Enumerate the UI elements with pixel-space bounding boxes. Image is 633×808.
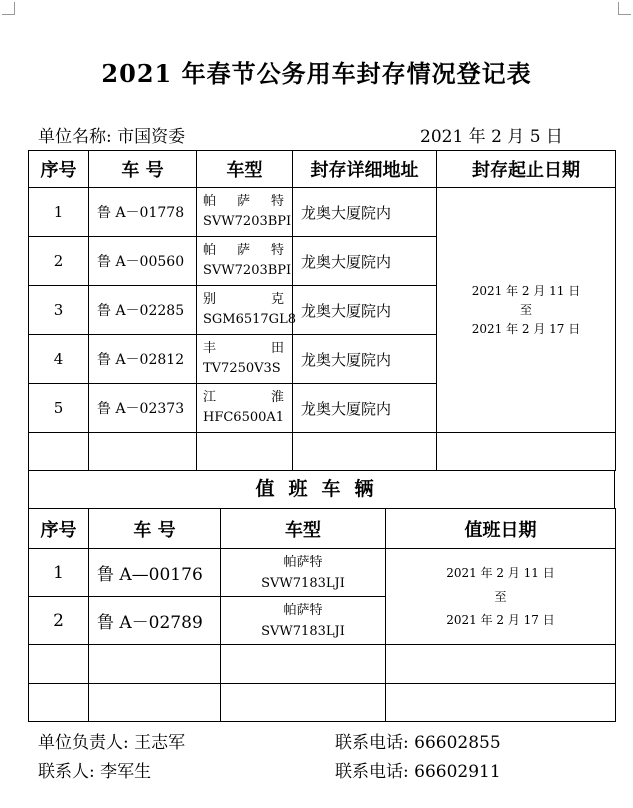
report-date: 2021 年 2 月 5 日	[420, 127, 563, 147]
empty-cell	[197, 433, 293, 471]
seal-address: 龙奥大厦院内	[293, 335, 437, 384]
vehicle-model: 帕 萨 特 SVW7203BPI	[197, 237, 293, 286]
plate-number: 鲁 A－02373	[89, 384, 197, 433]
header-cell: 封存起止日期	[437, 151, 616, 188]
empty-cell	[293, 433, 437, 471]
plate-number: 鲁 A－01778	[89, 188, 197, 237]
duty-date-range: 2021 年 2 月 11 日 至 2021 年 2 月 17 日	[386, 549, 616, 645]
row-number: 2	[29, 237, 89, 286]
empty-cell	[89, 684, 221, 722]
vehicle-model: 别 克 SGM6517GL8	[197, 286, 293, 335]
seal-date-range: 2021 年 2 月 11 日 至 2021 年 2 月 17 日	[437, 188, 616, 433]
page-corner-mark	[618, 2, 631, 15]
empty-cell	[29, 684, 89, 722]
duty-vehicles-table	[28, 508, 616, 722]
table-row	[29, 549, 616, 597]
page-corner-mark	[2, 2, 15, 15]
empty-cell	[386, 645, 616, 684]
plate-number: 鲁 A－02812	[89, 335, 197, 384]
row-number: 1	[29, 188, 89, 237]
header-cell: 序号	[29, 509, 89, 549]
row-number: 3	[29, 286, 89, 335]
header-cell: 车型	[221, 509, 386, 549]
empty-cell	[29, 645, 89, 684]
row-number: 2	[29, 597, 89, 645]
row-number: 5	[29, 384, 89, 433]
seal-address: 龙奥大厦院内	[293, 237, 437, 286]
row-number: 4	[29, 335, 89, 384]
table-row	[29, 188, 616, 237]
vehicle-model: 帕萨特 SVW7183LJI	[221, 549, 386, 597]
seal-address: 龙奥大厦院内	[293, 286, 437, 335]
table-header-row	[29, 509, 616, 549]
seal-address: 龙奥大厦院内	[293, 188, 437, 237]
header-cell: 车 号	[89, 509, 221, 549]
plate-number: 鲁 A—00176	[89, 549, 221, 597]
vehicle-model: 帕 萨 特 SVW7203BPI	[197, 188, 293, 237]
page-title: 2021 年春节公务用车封存情况登记表	[101, 59, 532, 88]
seal-address: 龙奥大厦院内	[293, 384, 437, 433]
responsible-phone: 联系电话: 66602855	[335, 733, 501, 753]
plate-number: 鲁 A－00560	[89, 237, 197, 286]
empty-row	[29, 645, 616, 684]
empty-cell	[221, 684, 386, 722]
empty-cell	[386, 684, 616, 722]
sealed-vehicles-table	[28, 150, 616, 471]
empty-row	[29, 433, 616, 471]
contact-person: 联系人: 李军生	[38, 762, 152, 782]
vehicle-model: 江 淮 HFC6500A1	[197, 384, 293, 433]
vehicle-model: 帕萨特 SVW7183LJI	[221, 597, 386, 645]
row-number: 1	[29, 549, 89, 597]
vehicle-model: 丰 田 TV7250V3S	[197, 335, 293, 384]
duty-section-title: 值班车辆	[28, 470, 615, 508]
empty-cell	[221, 645, 386, 684]
plate-number: 鲁 A－02789	[89, 597, 221, 645]
header-cell: 封存详细地址	[293, 151, 437, 188]
header-cell: 车 号	[89, 151, 197, 188]
empty-cell	[437, 433, 616, 471]
empty-row	[29, 684, 616, 722]
table-header-row	[29, 151, 616, 188]
plate-number: 鲁 A－02285	[89, 286, 197, 335]
responsible-person: 单位负责人: 王志军	[38, 733, 186, 753]
header-cell: 值班日期	[386, 509, 616, 549]
unit-name: 单位名称: 市国资委	[38, 127, 186, 147]
header-cell: 序号	[29, 151, 89, 188]
empty-cell	[89, 433, 197, 471]
header-cell: 车型	[197, 151, 293, 188]
empty-cell	[89, 645, 221, 684]
empty-cell	[29, 433, 89, 471]
contact-phone: 联系电话: 66602911	[335, 762, 501, 782]
